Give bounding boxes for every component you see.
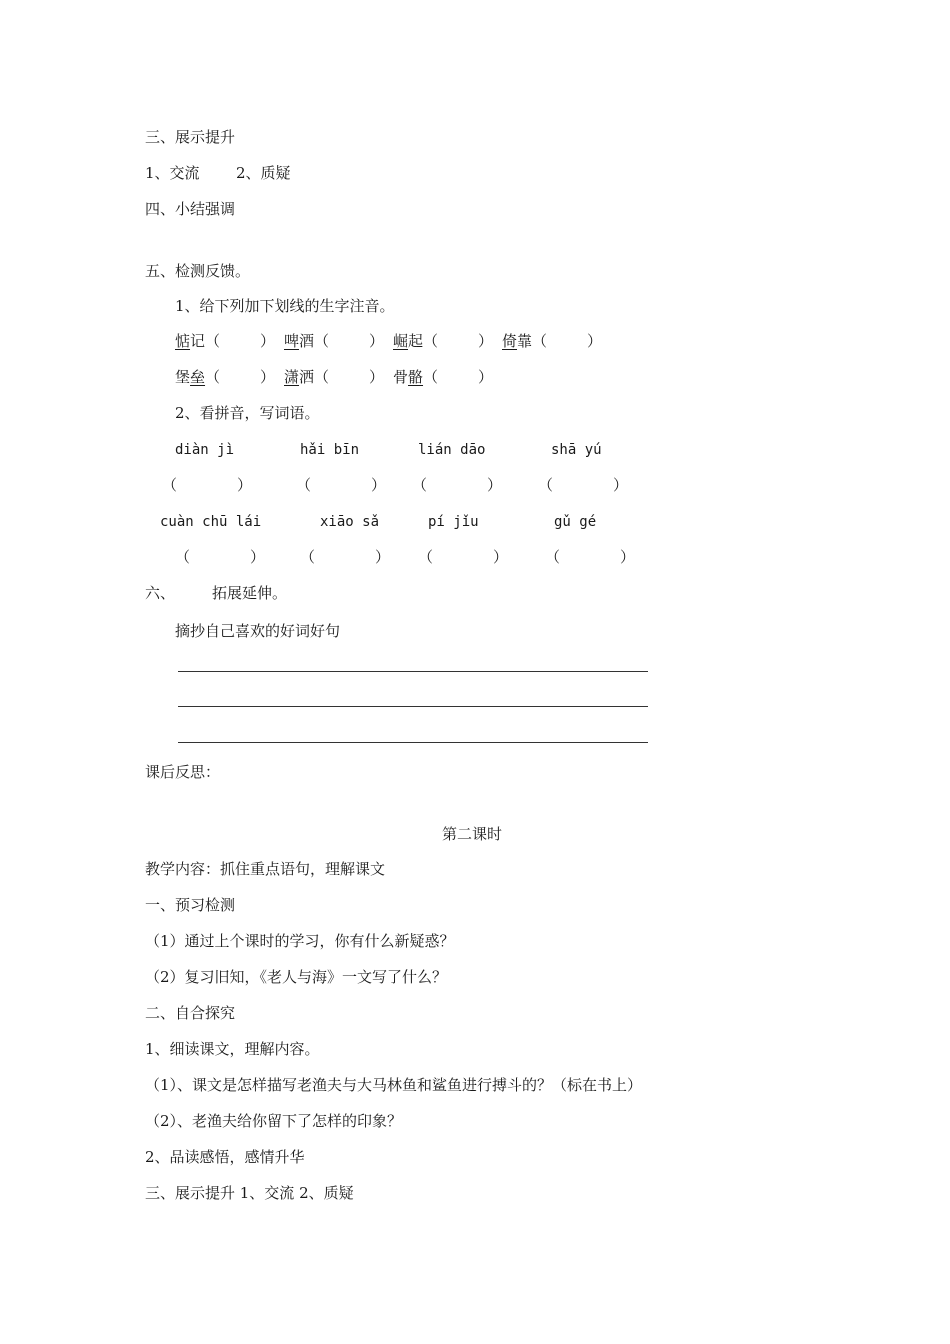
pinyin-prompt: pí jǐu bbox=[428, 514, 479, 530]
writing-line bbox=[178, 671, 648, 672]
word-item bbox=[393, 331, 493, 351]
pinyin-prompt: gǔ gé bbox=[554, 514, 597, 530]
lesson-2-section-3: 三、展示提升 1、交流 2、质疑 bbox=[145, 1184, 354, 1202]
section-6-title: 拓展延伸。 bbox=[212, 584, 288, 602]
teaching-content: 教学内容：抓住重点语句，理解课文 bbox=[145, 860, 386, 878]
question-2-prompt: 2、看拼音，写词语。 bbox=[175, 404, 320, 422]
writing-line bbox=[178, 706, 648, 707]
question-1-prompt: 1、给下列加下划线的生字注音。 bbox=[175, 297, 395, 315]
answer-blank: （ ） bbox=[300, 548, 391, 566]
section-3-title: 三、展示提升 bbox=[145, 128, 236, 146]
section-3-item-question: 2、质疑 bbox=[236, 164, 291, 182]
lesson-2-question-2: （2）复习旧知，《老人与海》一文写了什么？ bbox=[145, 968, 448, 986]
pinyin-prompt: lián dāo bbox=[418, 442, 486, 458]
lesson-2-item-1b: （2）、老渔夫给你留下了怎样的印象？ bbox=[145, 1112, 403, 1130]
answer-blank: （ ） bbox=[314, 332, 385, 350]
answer-blank: （ ） bbox=[538, 476, 629, 494]
answer-blank: （ ） bbox=[545, 548, 636, 566]
underlined-char: 垒 bbox=[190, 368, 206, 386]
section-6-number: 六、 bbox=[145, 584, 176, 602]
lesson-2-item-2: 2、品读感悟，感情升华 bbox=[145, 1148, 305, 1166]
answer-blank: （ ） bbox=[532, 332, 603, 350]
answer-blank: （ ） bbox=[162, 476, 253, 494]
answer-blank: （ ） bbox=[175, 548, 266, 566]
word-rest: 记 bbox=[190, 332, 206, 350]
pinyin-prompt: shā yú bbox=[551, 442, 602, 458]
underlined-char: 骼 bbox=[408, 368, 424, 386]
pinyin-prompt: hǎi bīn bbox=[300, 442, 360, 458]
answer-blank: （ ） bbox=[205, 332, 276, 350]
lesson-2-heading: 第二课时 bbox=[442, 825, 503, 843]
word-rest: 靠 bbox=[517, 332, 533, 350]
word-rest: 洒 bbox=[299, 368, 315, 386]
lesson-2-item-1a: （1）、课文是怎样描写老渔夫与大马林鱼和鲨鱼进行搏斗的？（标在书上） bbox=[145, 1076, 643, 1094]
lesson-2-section-1: 一、预习检测 bbox=[145, 896, 236, 914]
word-item bbox=[175, 331, 275, 351]
word-item bbox=[393, 367, 493, 387]
underlined-char: 啤 bbox=[284, 332, 300, 350]
word-prefix: 堡 bbox=[175, 368, 191, 386]
lesson-2-section-2: 二、自合探究 bbox=[145, 1004, 236, 1022]
underlined-char: 倚 bbox=[502, 332, 518, 350]
pinyin-prompt: cuàn chū lái bbox=[160, 514, 262, 530]
section-4-title: 四、小结强调 bbox=[145, 200, 236, 218]
writing-line bbox=[178, 742, 648, 743]
answer-blank: （ ） bbox=[412, 476, 503, 494]
underlined-char: 惦 bbox=[175, 332, 191, 350]
section-3-item-exchange: 1、交流 bbox=[145, 164, 200, 182]
answer-blank: （ ） bbox=[205, 368, 276, 386]
answer-blank: （ ） bbox=[314, 368, 385, 386]
underlined-char: 潇 bbox=[284, 368, 300, 386]
word-rest: 起 bbox=[408, 332, 424, 350]
lesson-2-item-1: 1、细读课文，理解内容。 bbox=[145, 1040, 320, 1058]
word-rest: 酒 bbox=[299, 332, 315, 350]
answer-blank: （ ） bbox=[423, 332, 494, 350]
underlined-char: 崛 bbox=[393, 332, 409, 350]
pinyin-prompt: xiāo sǎ bbox=[320, 514, 380, 530]
answer-blank: （ ） bbox=[296, 476, 387, 494]
answer-blank: （ ） bbox=[423, 368, 494, 386]
copy-prompt: 摘抄自己喜欢的好词好句 bbox=[175, 622, 341, 640]
section-5-title: 五、检测反馈。 bbox=[145, 262, 251, 280]
answer-blank: （ ） bbox=[418, 548, 509, 566]
lesson-2-question-1: （1）通过上个课时的学习，你有什么新疑惑？ bbox=[145, 932, 455, 950]
word-item bbox=[175, 367, 275, 387]
word-item bbox=[502, 331, 602, 351]
word-prefix: 骨 bbox=[393, 368, 409, 386]
reflection-label: 课后反思： bbox=[145, 763, 221, 781]
word-item bbox=[284, 367, 384, 387]
word-item bbox=[284, 331, 384, 351]
pinyin-prompt: diàn jì bbox=[175, 442, 235, 458]
